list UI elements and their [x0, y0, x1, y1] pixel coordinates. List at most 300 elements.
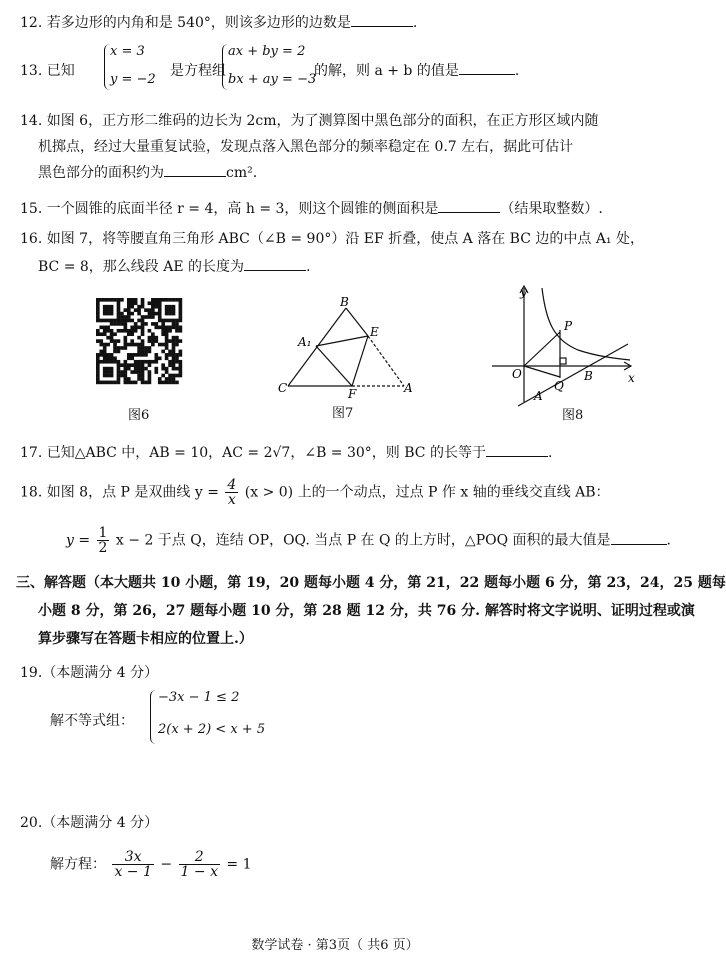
qr-module: [106, 367, 110, 371]
label-y-axis: y: [520, 285, 527, 299]
qr-module: [117, 301, 121, 305]
qr-module: [172, 336, 176, 340]
qr-module: [103, 346, 107, 350]
label-B: B: [584, 369, 593, 383]
qr-module: [106, 370, 110, 374]
qr-module: [141, 381, 145, 385]
qr-module: [141, 374, 145, 378]
qr-module: [99, 326, 103, 330]
inequality-brace: [150, 690, 157, 744]
qr-module: [127, 381, 131, 385]
qr-module: [134, 308, 138, 312]
qr-module: [99, 298, 103, 302]
label-F: F: [348, 387, 357, 401]
qr-module: [151, 336, 155, 340]
qr-module: [172, 377, 176, 381]
qr-module: [161, 326, 165, 330]
qr-module: [120, 315, 124, 319]
qr-module: [168, 360, 172, 364]
qr-module: [154, 322, 158, 326]
qr-module: [103, 305, 107, 309]
qr-module: [106, 319, 110, 323]
qr-module: [127, 298, 131, 302]
question-14-line-1: 14. 如图 6，正方形二维码的边长为 2cm，为了测算图中黑色部分的面积，在正方形区域内随: [20, 113, 599, 129]
qr-module: [141, 360, 145, 364]
qr-module: [151, 298, 155, 302]
qr-module: [124, 374, 128, 378]
qr-module: [137, 343, 141, 347]
qr-module: [120, 319, 124, 323]
qr-module: [168, 319, 172, 323]
qr-module: [106, 381, 110, 385]
qr-module: [96, 308, 100, 312]
question-14-line-3: 黑色部分的面积约为 cm².: [38, 165, 258, 181]
qr-module: [103, 381, 107, 385]
question-16-line-1: 16. 如图 7，将等腰直角三角形 ABC（∠B = 90°）沿 EF 折叠，使点 A 落在 BC 边的中点 A₁ 处，: [20, 231, 644, 247]
qr-module: [172, 356, 176, 360]
qr-module: [103, 329, 107, 333]
qr-module: [161, 381, 165, 385]
qr-module: [172, 326, 176, 330]
qr-module: [130, 356, 134, 360]
qr-module: [137, 374, 141, 378]
qr-module: [117, 322, 121, 326]
qr-module: [158, 305, 162, 309]
qr-module: [130, 332, 134, 336]
qr-module: [161, 298, 165, 302]
label-A1: A₁: [298, 335, 312, 349]
qr-module: [117, 298, 121, 302]
qr-module: [175, 298, 179, 302]
qr-module: [99, 343, 103, 347]
qr-module: [158, 301, 162, 305]
qr-module: [113, 319, 117, 323]
fraction-2-over-1-minus-x: $\frac{2}{1 - x}$: [180, 849, 218, 880]
qr-module: [148, 315, 152, 319]
qr-module: [96, 374, 100, 378]
qr-module: [168, 305, 172, 309]
qr-module: [103, 374, 107, 378]
qr-module: [158, 381, 162, 385]
qr-module: [179, 305, 183, 309]
question-16-line-2: BC = 8，那么线段 AE 的长度为 .: [38, 259, 311, 275]
qr-module: [134, 322, 138, 326]
figure-7-triangle: [270, 292, 420, 402]
qr-module: [103, 332, 107, 336]
qr-module: [106, 343, 110, 347]
qr-module: [158, 377, 162, 381]
qr-module: [137, 353, 141, 357]
qr-module: [137, 360, 141, 364]
inequality-2: 2(x + 2) < x + 5: [158, 722, 266, 737]
label-P: P: [564, 319, 573, 333]
qr-module: [127, 343, 131, 347]
question-text: 若多边形的内角和是 540°，则该多边形的边数是: [46, 15, 351, 31]
qr-module: [127, 367, 131, 371]
qr-module: [168, 363, 172, 367]
qr-module: [175, 319, 179, 323]
qr-module: [117, 329, 121, 333]
qr-module: [103, 312, 107, 316]
figure-7-caption: 图7: [332, 406, 354, 421]
qr-module: [137, 350, 141, 354]
qr-module: [141, 377, 145, 381]
qr-module: [124, 319, 128, 323]
qr-module: [127, 356, 131, 360]
qr-module: [161, 332, 165, 336]
qr-module: [130, 329, 134, 333]
qr-module: [144, 360, 148, 364]
qr-module: [124, 322, 128, 326]
qr-module: [165, 326, 169, 330]
qr-module: [148, 329, 152, 333]
qr-module: [110, 356, 114, 360]
qr-module: [103, 308, 107, 312]
qr-module: [130, 305, 134, 309]
figure-6-caption: 图6: [128, 408, 150, 423]
qr-module: [172, 346, 176, 350]
label-A: A: [404, 381, 413, 395]
qr-module: [175, 381, 179, 385]
qr-module: [179, 301, 183, 305]
question-19-header: 19.（本题满分 4 分）: [20, 665, 159, 681]
qr-module: [110, 322, 114, 326]
qr-module: [134, 360, 138, 364]
qr-module: [154, 298, 158, 302]
qr-module: [113, 360, 117, 364]
qr-module: [179, 374, 183, 378]
qr-module: [113, 343, 117, 347]
qr-module: [99, 350, 103, 354]
qr-module: [158, 319, 162, 323]
qr-module: [165, 339, 169, 343]
qr-module: [130, 301, 134, 305]
qr-module: [141, 353, 145, 357]
qr-module: [120, 298, 124, 302]
qr-module: [124, 336, 128, 340]
qr-module: [113, 322, 117, 326]
qr-module: [148, 374, 152, 378]
qr-module: [134, 353, 138, 357]
qr-module: [106, 336, 110, 340]
qr-module: [175, 326, 179, 330]
qr-module: [137, 346, 141, 350]
fraction-3x-over-x-minus-1: $\frac{3x}{x - 1}$: [114, 849, 152, 880]
qr-module: [165, 356, 169, 360]
qr-module: [96, 332, 100, 336]
qr-module: [158, 298, 162, 302]
qr-module: [168, 329, 172, 333]
qr-module: [134, 381, 138, 385]
qr-module: [99, 353, 103, 357]
qr-module: [161, 367, 165, 371]
qr-module: [134, 298, 138, 302]
qr-module: [165, 377, 169, 381]
qr-module: [110, 360, 114, 364]
qr-module: [179, 350, 183, 354]
qr-module: [134, 343, 138, 347]
qr-module: [154, 326, 158, 330]
qr-module: [120, 322, 124, 326]
qr-module: [113, 381, 117, 385]
qr-module: [141, 346, 145, 350]
qr-module: [117, 319, 121, 323]
qr-module: [158, 326, 162, 330]
question-20-header: 20.（本题满分 4 分）: [20, 815, 159, 831]
qr-module: [106, 374, 110, 378]
qr-module: [154, 305, 158, 309]
qr-module: [137, 305, 141, 309]
qr-module: [137, 312, 141, 316]
qr-module: [134, 370, 138, 374]
qr-module: [110, 381, 114, 385]
qr-module: [134, 301, 138, 305]
qr-module: [175, 360, 179, 364]
solution-x: x = 3: [110, 44, 145, 59]
qr-module: [175, 353, 179, 357]
answer-blank: [351, 14, 413, 27]
qr-module: [179, 363, 183, 367]
qr-module: [161, 374, 165, 378]
question-14-line-2: 机掷点，经过大量重复试验，发现点落入黑色部分的频率稳定在 0.7 左右，据此可估计: [38, 139, 574, 155]
qr-module: [117, 367, 121, 371]
qr-module: [179, 298, 183, 302]
question-13-mid: 是方程组: [170, 63, 226, 79]
section-3-line-1: 三、解答题（本大题共 10 小题，第 19，20 题每小题 4 分，第 21，22 题每小题 6 分，第 23，24，25 题每: [16, 575, 726, 591]
qr-module: [117, 377, 121, 381]
qr-module: [141, 367, 145, 371]
qr-module: [144, 350, 148, 354]
qr-module: [151, 305, 155, 309]
question-18-line-2: y = $\frac{1}{2}$ x − 2 于点 Q，连结 OP，OQ. 当点 P 在 Q 的上方时，△POQ 面积的最大值是 .: [66, 525, 671, 556]
qr-module: [141, 350, 145, 354]
qr-module: [141, 315, 145, 319]
qr-module: [110, 305, 114, 309]
qr-module: [127, 363, 131, 367]
qr-module: [154, 356, 158, 360]
qr-module: [117, 308, 121, 312]
qr-module: [148, 350, 152, 354]
question-19-prompt: 解不等式组：: [50, 713, 134, 729]
qr-module: [124, 377, 128, 381]
fraction-4-over-x: $\frac{4}{x}$: [227, 477, 237, 508]
qr-module: [103, 367, 107, 371]
qr-module: [168, 350, 172, 354]
qr-module: [172, 363, 176, 367]
qr-module: [141, 329, 145, 333]
qr-module: [106, 326, 110, 330]
qr-module: [175, 322, 179, 326]
label-x-axis: x: [628, 371, 635, 385]
qr-module: [158, 343, 162, 347]
qr-module: [165, 336, 169, 340]
qr-module: [148, 339, 152, 343]
qr-module: [113, 339, 117, 343]
qr-module: [175, 339, 179, 343]
qr-module: [130, 339, 134, 343]
qr-module: [165, 343, 169, 347]
qr-module: [106, 360, 110, 364]
qr-module: [151, 315, 155, 319]
qr-module: [179, 367, 183, 371]
qr-module: [134, 367, 138, 371]
qr-module: [141, 301, 145, 305]
qr-module: [168, 308, 172, 312]
qr-module: [165, 370, 169, 374]
qr-module: [117, 339, 121, 343]
qr-module: [172, 353, 176, 357]
question-15: 15. 一个圆锥的底面半径 r = 4，高 h = 3，则这个圆锥的侧面积是 （结果取整数）.: [20, 201, 603, 217]
qr-module: [127, 308, 131, 312]
qr-module: [148, 381, 152, 385]
qr-module: [148, 312, 152, 316]
figure-8-caption: 图8: [562, 408, 584, 423]
label-Q: Q: [554, 379, 564, 393]
qr-module: [168, 298, 172, 302]
question-20-equation: 解方程： $\frac{3x}{x - 1}$ − $\frac{2}{1 - x}$ = 1: [50, 849, 252, 880]
qr-module: [144, 308, 148, 312]
section-3-line-2: 小题 8 分，第 26，27 题每小题 10 分，第 28 题 12 分，共 76 分. 解答时将文字说明、证明过程或演: [38, 603, 695, 619]
qr-module: [110, 329, 114, 333]
qr-module: [179, 315, 183, 319]
qr-module: [124, 367, 128, 371]
qr-module: [110, 298, 114, 302]
qr-module: [179, 326, 183, 330]
qr-module: [127, 319, 131, 323]
qr-module: [148, 301, 152, 305]
label-E: E: [370, 325, 379, 339]
qr-module: [130, 370, 134, 374]
qr-module: [165, 308, 169, 312]
qr-module: [172, 305, 176, 309]
qr-module: [165, 332, 169, 336]
qr-module: [141, 363, 145, 367]
qr-module: [179, 360, 183, 364]
qr-module: [103, 356, 107, 360]
qr-module: [161, 319, 165, 323]
qr-module: [141, 305, 145, 309]
qr-module: [151, 360, 155, 364]
qr-module: [110, 374, 114, 378]
qr-module: [127, 329, 131, 333]
qr-module: [172, 374, 176, 378]
qr-module: [96, 305, 100, 309]
qr-module: [127, 301, 131, 305]
qr-code-figure: [96, 298, 182, 384]
qr-module: [137, 377, 141, 381]
qr-module: [103, 353, 107, 357]
qr-module: [141, 319, 145, 323]
qr-module: [161, 343, 165, 347]
qr-module: [127, 315, 131, 319]
qr-module: [117, 374, 121, 378]
answer-blank: [486, 444, 548, 457]
qr-module: [175, 336, 179, 340]
qr-module: [137, 363, 141, 367]
page-footer: 数学试卷 · 第3页（ 共6 页）: [251, 938, 419, 953]
qr-module: [117, 360, 121, 364]
qr-module: [134, 329, 138, 333]
equation-2: bx + ay = −3: [228, 72, 317, 87]
qr-module: [130, 319, 134, 323]
qr-module: [127, 305, 131, 309]
qr-module: [151, 322, 155, 326]
qr-module: [124, 326, 128, 330]
qr-module: [96, 370, 100, 374]
qr-module: [165, 298, 169, 302]
qr-module: [148, 346, 152, 350]
qr-module: [96, 301, 100, 305]
qr-module: [137, 326, 141, 330]
qr-module: [165, 312, 169, 316]
qr-module: [103, 326, 107, 330]
qr-module: [144, 353, 148, 357]
qr-module: [168, 377, 172, 381]
qr-module: [110, 312, 114, 316]
qr-module: [137, 367, 141, 371]
qr-module: [175, 367, 179, 371]
qr-module: [148, 377, 152, 381]
qr-module: [127, 353, 131, 357]
qr-module: [141, 370, 145, 374]
qr-module: [154, 339, 158, 343]
qr-module: [96, 356, 100, 360]
qr-module: [117, 381, 121, 385]
qr-module: [106, 298, 110, 302]
qr-module: [179, 370, 183, 374]
qr-module: [120, 346, 124, 350]
qr-module: [99, 339, 103, 343]
qr-module: [96, 381, 100, 385]
qr-module: [172, 360, 176, 364]
qr-module: [96, 360, 100, 364]
qr-module: [117, 315, 121, 319]
qr-module: [172, 343, 176, 347]
qr-module: [154, 312, 158, 316]
qr-module: [117, 350, 121, 354]
label-B: B: [340, 295, 349, 309]
qr-module: [165, 367, 169, 371]
qr-module: [110, 308, 114, 312]
qr-module: [124, 308, 128, 312]
qr-module: [103, 343, 107, 347]
qr-module: [106, 353, 110, 357]
qr-module: [161, 322, 165, 326]
question-13-number: 13. 已知: [20, 63, 75, 79]
qr-module: [110, 319, 114, 323]
qr-module: [127, 312, 131, 316]
qr-module: [175, 343, 179, 347]
qr-module: [137, 319, 141, 323]
qr-module: [137, 370, 141, 374]
qr-module: [96, 363, 100, 367]
qr-module: [179, 339, 183, 343]
qr-module: [179, 312, 183, 316]
qr-module: [113, 346, 117, 350]
qr-module: [151, 308, 155, 312]
equation-1: ax + by = 2: [228, 44, 306, 59]
qr-module: [117, 305, 121, 309]
qr-module: [117, 312, 121, 316]
qr-module: [113, 356, 117, 360]
answer-blank: [611, 532, 667, 545]
qr-module: [99, 332, 103, 336]
qr-module: [96, 319, 100, 323]
qr-module: [144, 346, 148, 350]
qr-module: [117, 363, 121, 367]
question-18-line-1: 18. 如图 8，点 P 是双曲线 y = $\frac{4}{x}$ (x > 0) 上的一个动点，过点 P 作 x 轴的垂线交直线 AB：: [20, 477, 610, 508]
label-C: C: [278, 381, 288, 395]
